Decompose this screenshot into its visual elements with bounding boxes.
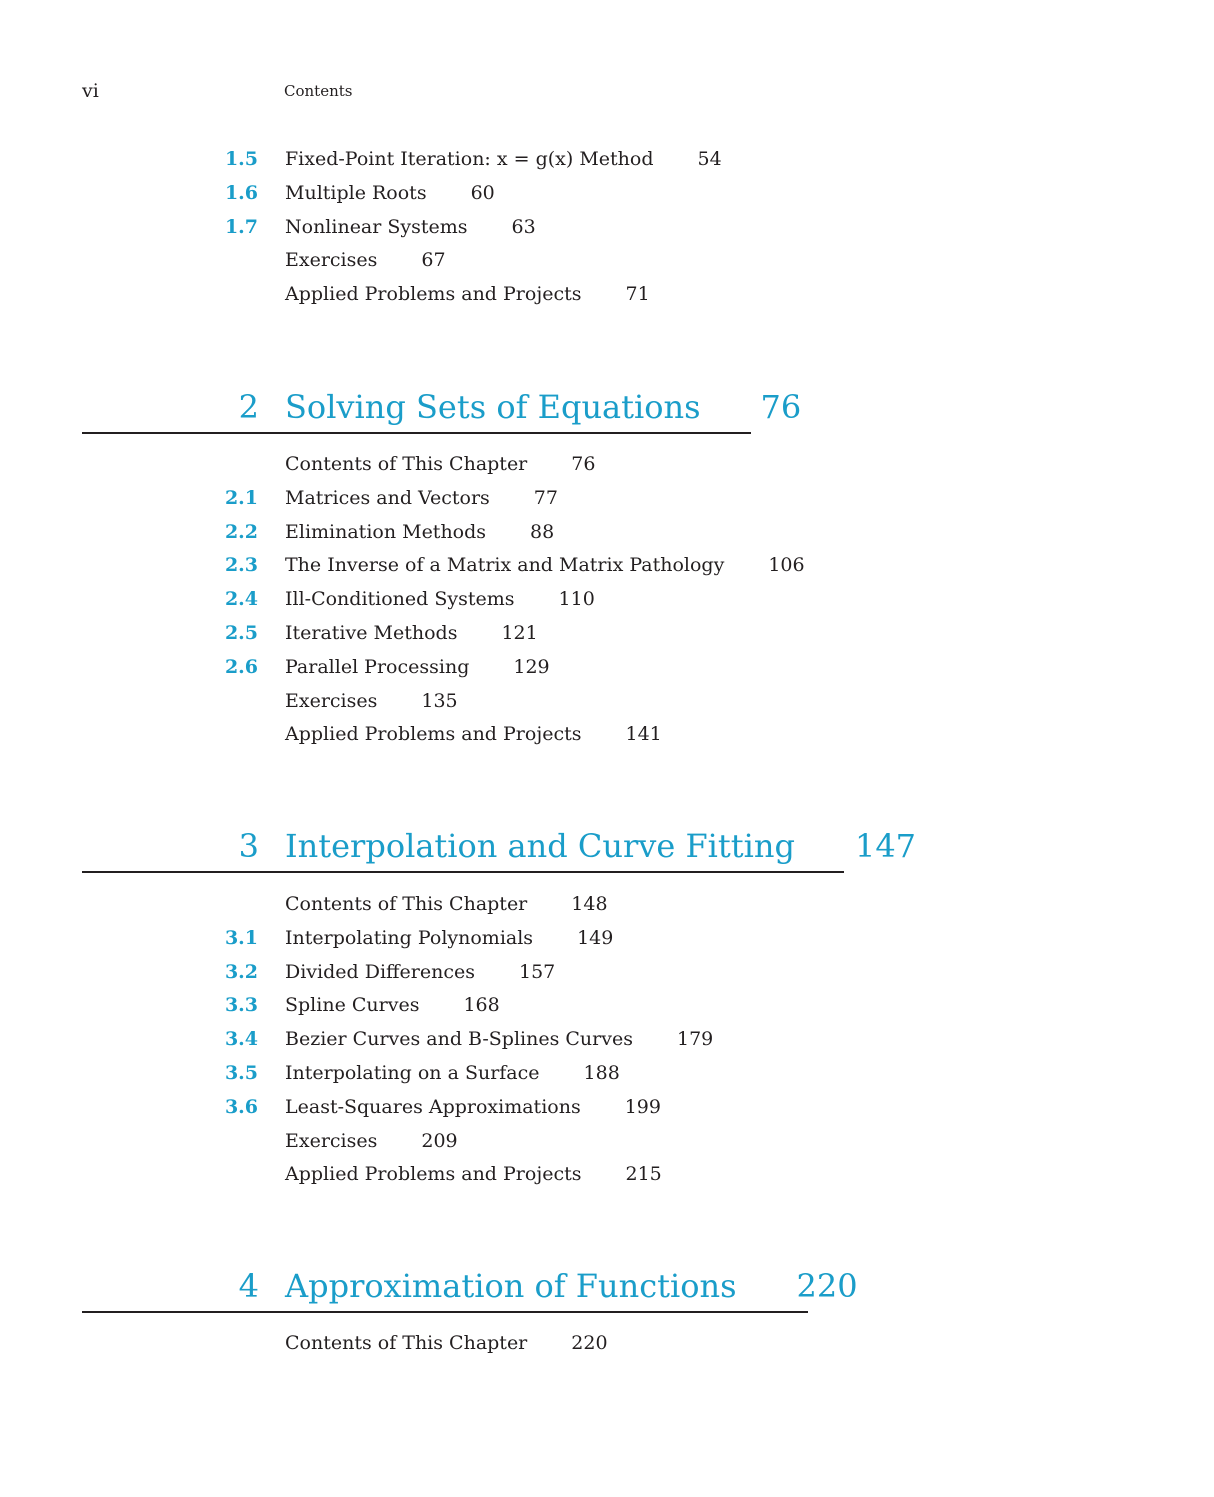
section-page: 220 (571, 1332, 608, 1354)
section-number: 2.3 (224, 554, 258, 577)
section-title-row (285, 588, 595, 610)
section-number: 3.4 (224, 1028, 258, 1051)
section-title-row (285, 723, 662, 745)
section-title-row (285, 182, 495, 204)
section-title: Parallel Processing (285, 655, 470, 678)
section-page: 88 (530, 520, 555, 543)
section-title: Ill-Conditioned Systems (285, 588, 515, 611)
section-title-row (285, 283, 650, 305)
section-page: 67 (421, 249, 446, 272)
section-page: 135 (421, 689, 458, 712)
chapter-title: Approximation of Functions (285, 1267, 737, 1305)
section-title-row (285, 994, 500, 1016)
section-title-row (285, 690, 458, 712)
section-title-row (285, 656, 550, 678)
chapter-heading[interactable] (0, 827, 1214, 877)
chapter-title-row (285, 827, 916, 865)
chapter-page: 147 (854, 827, 917, 865)
toc-entry[interactable] (0, 893, 1214, 927)
section-page: 149 (577, 926, 614, 949)
section-number: 3.6 (224, 1095, 258, 1118)
section-page: 106 (768, 554, 805, 577)
section-page: 54 (697, 148, 722, 170)
section-title: Exercises (285, 689, 378, 712)
toc-entry[interactable] (0, 216, 1214, 250)
toc-entry[interactable] (0, 1028, 1214, 1062)
section-title-row (285, 249, 446, 271)
section-title-row (285, 216, 536, 238)
chapter-4-section-list (0, 1332, 1214, 1366)
section-title: Interpolating on a Surface (285, 1061, 540, 1084)
section-title-row (285, 1062, 620, 1084)
toc-entry[interactable] (0, 521, 1214, 555)
section-title: The Inverse of a Matrix and Matrix Pathology (285, 554, 725, 577)
section-title-row (285, 554, 805, 576)
toc-entry[interactable] (0, 1062, 1214, 1096)
section-title-row (285, 893, 608, 915)
section-page: 60 (470, 181, 495, 204)
toc-entry[interactable] (0, 554, 1214, 588)
section-title: Least-Squares Approximations (285, 1095, 581, 1118)
toc-entry[interactable] (0, 588, 1214, 622)
toc-entry[interactable] (0, 622, 1214, 656)
chapter-3-section-list (0, 893, 1214, 1197)
section-title-row (285, 487, 558, 509)
section-page: 71 (625, 283, 650, 306)
chapter-1-tail-list (0, 148, 1214, 317)
section-number: 3.5 (224, 1061, 258, 1084)
section-title: Contents of This Chapter (285, 1332, 528, 1354)
toc-entry[interactable] (0, 927, 1214, 961)
section-page: 77 (533, 486, 558, 509)
section-page: 141 (625, 723, 662, 746)
section-number: 2.5 (224, 621, 258, 644)
running-head (0, 80, 1214, 104)
section-title: Applied Problems and Projects (285, 723, 582, 746)
toc-entry[interactable] (0, 487, 1214, 521)
section-page: 168 (463, 994, 500, 1017)
toc-entry[interactable] (0, 148, 1214, 182)
section-title-row (285, 1332, 608, 1354)
chapter-title-row (285, 1267, 858, 1305)
chapter-heading[interactable] (0, 388, 1214, 438)
toc-entry[interactable] (0, 283, 1214, 317)
section-title: Multiple Roots (285, 181, 427, 204)
section-title: Exercises (285, 1129, 378, 1152)
chapter-page: 76 (760, 388, 802, 426)
section-page: 110 (558, 588, 595, 611)
section-page: 121 (501, 621, 538, 644)
section-title: Matrices and Vectors (285, 486, 490, 509)
chapter-title: Solving Sets of Equations (285, 388, 701, 426)
section-title: Interpolating Polynomials (285, 926, 534, 949)
section-number: 2.1 (224, 486, 258, 509)
section-number: 3.2 (224, 960, 258, 983)
chapter-rule (82, 871, 844, 873)
section-title: Exercises (285, 249, 378, 272)
section-page: 63 (511, 215, 536, 238)
section-page: 148 (571, 893, 608, 915)
section-title-row (285, 453, 595, 475)
chapter-2-section-list (0, 453, 1214, 757)
toc-entry[interactable] (0, 723, 1214, 757)
toc-entry[interactable] (0, 1130, 1214, 1164)
section-title: Nonlinear Systems (285, 215, 468, 238)
section-number: 1.6 (224, 181, 258, 204)
running-title: Contents (284, 82, 353, 100)
section-title-row (285, 1096, 661, 1118)
section-number: 2.2 (224, 520, 258, 543)
section-title: Spline Curves (285, 994, 420, 1017)
section-title-row (285, 1163, 662, 1185)
toc-entry[interactable] (0, 1163, 1214, 1197)
page-folio: vi (82, 80, 99, 102)
chapter-rule (82, 1311, 808, 1313)
chapter-number: 3 (238, 827, 259, 865)
chapter-heading[interactable] (0, 1267, 1214, 1317)
section-number: 1.5 (224, 148, 258, 170)
section-page: 76 (571, 453, 596, 475)
section-page: 129 (513, 655, 550, 678)
section-title: Elimination Methods (285, 520, 487, 543)
chapter-number: 2 (238, 388, 259, 426)
section-title: Contents of This Chapter (285, 893, 528, 915)
toc-entry[interactable] (0, 690, 1214, 724)
section-title: Iterative Methods (285, 621, 458, 644)
chapter-rule (82, 432, 751, 434)
section-title-row (285, 927, 613, 949)
section-title: Fixed-Point Iteration: x = g(x) Method (285, 148, 654, 170)
section-number: 3.1 (224, 926, 258, 949)
chapter-title: Interpolation and Curve Fitting (285, 827, 795, 865)
section-title-row (285, 961, 555, 983)
section-title: Divided Differences (285, 960, 475, 983)
section-number: 2.6 (224, 655, 258, 678)
toc-entry[interactable] (0, 453, 1214, 487)
section-title-row (285, 521, 554, 543)
toc-entry[interactable] (0, 961, 1214, 995)
toc-entry[interactable] (0, 656, 1214, 690)
section-page: 188 (583, 1061, 620, 1084)
section-page: 157 (518, 960, 556, 983)
toc-entry[interactable] (0, 249, 1214, 283)
section-page: 199 (624, 1095, 661, 1118)
section-title-row (285, 622, 538, 644)
section-page: 179 (676, 1028, 714, 1051)
section-page: 209 (421, 1129, 458, 1152)
section-title-row (285, 148, 722, 170)
chapter-title-row (285, 388, 801, 426)
section-title: Bezier Curves and B-Splines Curves (285, 1028, 633, 1051)
chapter-number: 4 (238, 1267, 259, 1305)
section-number: 1.7 (224, 215, 258, 238)
section-title-row (285, 1130, 458, 1152)
section-title-row (285, 1028, 713, 1050)
toc-entry[interactable] (0, 994, 1214, 1028)
toc-entry[interactable] (0, 1332, 1214, 1366)
section-title: Applied Problems and Projects (285, 1163, 582, 1186)
section-page: 215 (625, 1163, 662, 1186)
section-number: 2.4 (224, 588, 258, 611)
section-title: Applied Problems and Projects (285, 283, 582, 306)
toc-entry[interactable] (0, 1096, 1214, 1130)
chapter-page: 220 (796, 1267, 858, 1305)
section-number: 3.3 (224, 994, 258, 1017)
toc-entry[interactable] (0, 182, 1214, 216)
section-title: Contents of This Chapter (285, 453, 528, 475)
